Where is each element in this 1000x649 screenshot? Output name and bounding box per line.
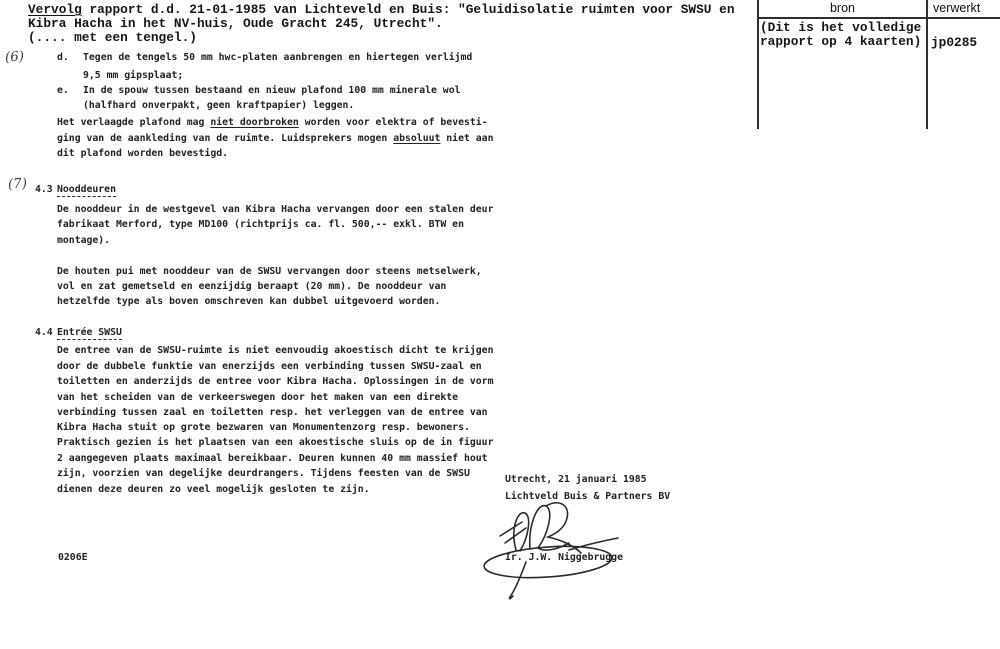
- item-d-line2: 9,5 mm gipsplaat;: [83, 70, 184, 81]
- report-title-line3: (.... met een tengel.): [28, 30, 197, 45]
- section-4-4-title-text: Entrée SWSU: [57, 327, 122, 338]
- document-code: 0206E: [58, 552, 88, 563]
- plafond-line2-underlined: absoluut: [393, 133, 441, 144]
- section-4-4-line6: Kibra Hacha stuit op grote bezwaren van Monumentenzorg resp. bewoners.: [57, 422, 470, 433]
- section-4-3-p1-line2: fabrikaat Merford, type MD100 (richtprijs ca. fl. 500,-- exkl. BTW en: [57, 219, 464, 230]
- section-4-4-line10: dienen deze deuren zo veel mogelijk gesloten te zijn.: [57, 484, 370, 495]
- section-4-4-line8: 2 aangegeven plaats maximaal bereikbaar. Deuren kunnen 40 mm massief hout: [57, 453, 488, 464]
- plafond-line1: [57, 117, 488, 129]
- report-title-line1: [28, 3, 735, 17]
- section-4-3-p1-line1: De nooddeur in de westgevel van Kibra Hacha vervangen door een stalen deur: [57, 204, 494, 215]
- item-e-label: e.: [57, 85, 69, 96]
- section-4-3-p2-line1: De houten pui met nooddeur van de SWSU vervangen door steens metselwerk,: [57, 266, 482, 277]
- section-4-3-p2-line2: vol en zat gemetseld en eenzijdig beraapt (20 mm). De nooddeur van: [57, 281, 447, 292]
- section-4-4-title: [57, 327, 122, 339]
- signature-company: Lichtveld Buis & Partners BV: [505, 491, 671, 502]
- stamp-note-line1: (Dit is het volledige: [760, 20, 922, 35]
- report-title-rest: rapport d.d. 21-01-1985 van Lichteveld en Buis: "Geluidisolatie ruimten voor SWSU en: [81, 2, 735, 17]
- plafond-line2: [57, 133, 493, 145]
- stamp-vertical-rule-right: [926, 0, 928, 129]
- section-4-4-line9: zijn, voorzien van degelijke deurdrangers. Tijdens feesten van de SWSU: [57, 468, 470, 479]
- section-4-4-number: 4.4: [35, 327, 53, 338]
- section-4-4-line3: toiletten en anderzijds de entree voor Kibra Hacha. Oplossingen in de vorm: [57, 376, 494, 387]
- stamp-column-bron: bron: [829, 1, 856, 15]
- item-e-line1: In de spouw tussen bestaand en nieuw plafond 100 mm minerale wol: [83, 85, 461, 96]
- signature-place-date: Utrecht, 21 januari 1985: [505, 474, 647, 485]
- section-4-3-p2-line3: hetzelfde type als boven omschreven kan dubbel uitgevoerd worden.: [57, 296, 441, 307]
- section-4-4-line5: verbinding tussen zaal en toiletten resp. het verleggen van de entree van: [57, 407, 488, 418]
- plafond-line3: dit plafond worden bevestigd.: [57, 148, 229, 159]
- plafond-line2-pre: ging van de aankleding van de ruimte. Luidsprekers mogen: [57, 133, 394, 144]
- item-d-line1: Tegen de tengels 50 mm hwc-platen aanbrengen en hiertegen verlijmd: [83, 52, 473, 63]
- signature-scribble: [466, 498, 646, 603]
- item-d-label: d.: [57, 52, 69, 63]
- stamp-code: jp0285: [931, 35, 978, 50]
- stamp-header-rule: [757, 17, 1000, 19]
- plafond-line1-underlined: niet doorbroken: [210, 117, 299, 128]
- plafond-line1-post: worden voor elektra of bevesti-: [298, 117, 488, 128]
- plafond-line1-pre: Het verlaagde plafond mag: [57, 117, 211, 128]
- plafond-line2-post: niet aan: [440, 133, 494, 144]
- report-title-underlined-word: Vervolg: [28, 2, 82, 17]
- item-e-line2: (halfhard onverpakt, geen kraftpapier) leggen.: [83, 100, 355, 111]
- section-4-3-title-text: Nooddeuren: [57, 184, 116, 195]
- section-4-3-title: [57, 184, 116, 196]
- margin-note-7: (7): [7, 175, 28, 193]
- section-4-3-number: 4.3: [35, 184, 53, 195]
- margin-note-6: (6): [4, 48, 25, 66]
- report-title-line2: Kibra Hacha in het NV-huis, Oude Gracht 245, Utrecht".: [28, 16, 443, 31]
- stamp-note-line2: rapport op 4 kaarten): [760, 34, 922, 49]
- stamp-vertical-rule-left: [757, 0, 759, 129]
- section-4-4-line2: door de dubbele funktie van enerzijds een verbinding tussen SWSU-zaal en: [57, 361, 482, 372]
- section-4-4-line4: van het scheiden van de verkeerswegen door het maken van een direkte: [57, 392, 459, 403]
- stamp-column-verwerkt: verwerkt: [933, 1, 981, 15]
- signature-signer-name: Ir. J.W. Niggebrugge: [505, 552, 623, 563]
- section-4-3-p1-line3: montage).: [57, 235, 111, 246]
- section-4-4-line7: Praktisch gezien is het plaatsen van een akoestische sluis op de in figuur: [57, 437, 494, 448]
- section-4-4-line1: De entree van de SWSU-ruimte is niet eenvoudig akoestisch dicht te krijgen: [57, 345, 494, 356]
